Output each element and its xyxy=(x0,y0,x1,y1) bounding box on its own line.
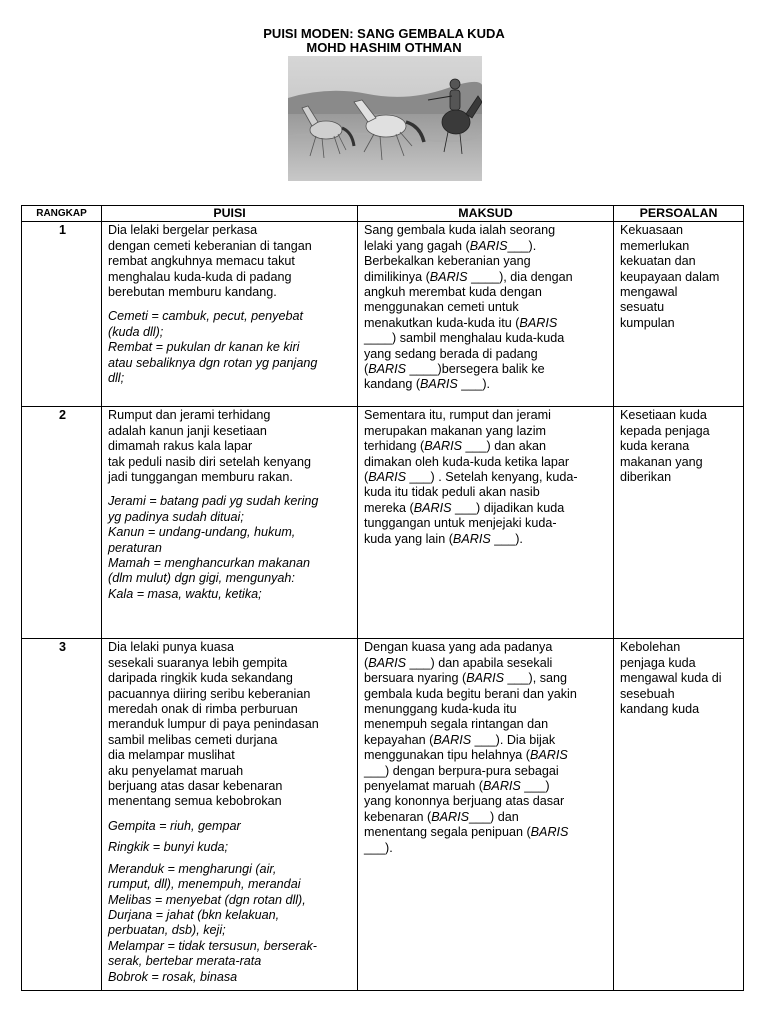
maksud-line: yang kononnya berjuang atas dasar xyxy=(364,794,565,809)
maksud-line: menunggang kuda-kuda itu xyxy=(364,702,517,717)
maksud-line: menempuh segala rintangan dan xyxy=(364,717,549,732)
document-title: PUISI MODEN: SANG GEMBALA KUDA xyxy=(263,26,505,41)
puisi-cell xyxy=(102,407,358,639)
puisi-cell xyxy=(102,639,358,991)
persoalan-line: kekuatan dan xyxy=(620,254,696,269)
persoalan-line: mengawal xyxy=(620,285,678,300)
maksud-line: kuda itu tidak peduli akan nasib xyxy=(364,485,540,500)
glossary-line: Melibas = menyebat (dgn rotan dll), xyxy=(108,892,306,907)
maksud-line: merupakan makanan yang lazim xyxy=(364,423,547,438)
maksud-line: mereka (BARIS ___) dijadikan kuda xyxy=(364,500,565,515)
puisi-line: Dia lelaki bergelar perkasa xyxy=(108,223,258,238)
persoalan-line: Kekuasaan xyxy=(620,223,684,238)
maksud-line: kuda yang lain (BARIS ___). xyxy=(364,531,523,546)
persoalan-line: kepada penjaga xyxy=(620,423,710,438)
maksud-line: (BARIS ____)bersegera balik ke xyxy=(364,362,545,377)
glossary-line: Meranduk = mengharungi (air, xyxy=(108,861,277,876)
maksud-line: gembala kuda begitu berani dan yakin xyxy=(364,686,577,701)
glossary-line: Bobrok = rosak, binasa xyxy=(108,969,238,984)
maksud-line: angkuh merembat kuda dengan xyxy=(364,285,542,300)
glossary-line: dll; xyxy=(108,371,125,386)
glossary-line: Jerami = batang padi yg sudah kering xyxy=(108,494,319,509)
maksud-line: tunggangan untuk menjejaki kuda- xyxy=(364,516,557,531)
table-header-row xyxy=(22,206,744,222)
maksud-line: menakutkan kuda-kuda itu (BARIS xyxy=(364,315,558,330)
puisi-line: dimamah rakus kala lapar xyxy=(108,439,253,454)
glossary-line: (dlm mulut) dgn gigi, mengunyah: xyxy=(108,571,295,586)
persoalan-line: sesebuah xyxy=(620,686,675,701)
maksud-line: lelaki yang gagah (BARIS___). xyxy=(364,238,537,253)
puisi-line: tak peduli nasib diri setelah kenyang xyxy=(108,454,312,469)
maksud-line: ____) sambil menghalau kuda-kuda xyxy=(364,331,565,346)
persoalan-cell xyxy=(614,639,744,991)
table-row xyxy=(22,407,744,639)
table-row xyxy=(22,222,744,407)
maksud-cell xyxy=(358,407,614,639)
persoalan-line: makanan yang xyxy=(620,454,703,469)
persoalan-line: kuda kerana xyxy=(620,439,690,454)
persoalan-line: kumpulan xyxy=(620,315,675,330)
glossary-line: Kala = masa, waktu, ketika; xyxy=(108,586,262,601)
puisi-line: meredah onak di rimba perburuan xyxy=(108,702,298,717)
maksud-line: Dengan kuasa yang ada padanya xyxy=(364,640,553,655)
maksud-line: terhidang (BARIS ___) dan akan xyxy=(364,439,547,454)
puisi-line: rembat angkuhnya memacu takut xyxy=(108,254,295,269)
puisi-line: dia melampar muslihat xyxy=(108,748,235,763)
maksud-line: (BARIS ___) . Setelah kenyang, kuda- xyxy=(364,470,578,485)
puisi-line: berebutan memburu kandang. xyxy=(108,285,277,300)
persoalan-line: diberikan xyxy=(620,470,672,485)
table-row xyxy=(22,639,744,991)
maksud-line: penyelamat maruah (BARIS ___) xyxy=(364,779,550,794)
puisi-line: berjuang atas dasar kebenaran xyxy=(108,779,283,794)
header-maksud: MAKSUD xyxy=(358,206,614,222)
persoalan-line: Kesetiaan kuda xyxy=(620,408,707,423)
persoalan-line: sesuatu xyxy=(620,300,665,315)
glossary-line: Cemeti = cambuk, pecut, penyebat xyxy=(108,309,303,324)
document-author: MOHD HASHIM OTHMAN xyxy=(306,40,462,55)
maksud-line: dimakan oleh kuda-kuda ketika lapar xyxy=(364,454,570,469)
maksud-line: kebenaran (BARIS___) dan xyxy=(364,809,519,824)
puisi-cell xyxy=(102,222,358,407)
puisi-line: menentang semua kebobrokan xyxy=(108,794,282,809)
rangkap-number: 1 xyxy=(22,222,102,407)
glossary-line: perbuatan, dsb), keji; xyxy=(108,923,226,938)
puisi-line: dengan cemeti keberanian di tangan xyxy=(108,238,312,253)
maksud-line: menggunakan tipu helahnya (BARIS xyxy=(364,748,568,763)
maksud-line: kepayahan (BARIS ___). Dia bijak xyxy=(364,732,556,747)
persoalan-line: keupayaan dalam xyxy=(620,269,720,284)
glossary-line: Kanun = undang-undang, hukum, xyxy=(108,525,296,540)
persoalan-line: Kebolehan xyxy=(620,640,681,655)
maksud-line: (BARIS ___) dan apabila sesekali xyxy=(364,655,553,670)
header-puisi: PUISI xyxy=(102,206,358,222)
header-persoalan: PERSOALAN xyxy=(614,206,744,222)
puisi-line: daripada ringkik kuda sekandang xyxy=(108,671,293,686)
poem-analysis-table xyxy=(21,205,744,991)
maksud-line: dimilikinya (BARIS ____), dia dengan xyxy=(364,269,573,284)
persoalan-cell xyxy=(614,222,744,407)
glossary-line: (kuda dll); xyxy=(108,324,164,339)
glossary-line: Melampar = tidak tersusun, berserak- xyxy=(108,938,317,953)
puisi-line: meranduk lumpur di paya penindasan xyxy=(108,717,319,732)
puisi-line: jadi tunggangan memburu rakan. xyxy=(108,470,293,485)
horse-herding-photo xyxy=(288,56,482,181)
rangkap-number: 3 xyxy=(22,639,102,991)
maksud-line: ___) dengan berpura-pura sebagai xyxy=(364,763,559,778)
puisi-line: pacuannya diiring seribu keberanian xyxy=(108,686,311,701)
glossary-line: rumput, dll), menempuh, merandai xyxy=(108,877,301,892)
maksud-line: ___). xyxy=(364,840,393,855)
glossary-line: Gempita = riuh, gempar xyxy=(108,818,241,833)
glossary-line: Ringkik = bunyi kuda; xyxy=(108,840,229,855)
maksud-line: Berbekalkan keberanian yang xyxy=(364,254,531,269)
maksud-line: menentang segala penipuan (BARIS xyxy=(364,825,569,840)
persoalan-line: penjaga kuda xyxy=(620,655,696,670)
puisi-line: menghalau kuda-kuda di padang xyxy=(108,269,292,284)
puisi-line: sambil melibas cemeti durjana xyxy=(108,732,278,747)
glossary-line: atau sebaliknya dgn rotan yg panjang xyxy=(108,355,318,370)
glossary-line: Durjana = jahat (bkn kelakuan, xyxy=(108,907,280,922)
glossary-line: serak, bertebar merata-rata xyxy=(108,954,262,969)
maksud-line: yang sedang berada di padang xyxy=(364,346,538,361)
maksud-line: bersuara nyaring (BARIS ___), sang xyxy=(364,671,568,686)
persoalan-line: mengawal kuda di xyxy=(620,671,722,686)
header-rangkap: RANGKAP xyxy=(22,206,102,222)
maksud-cell xyxy=(358,639,614,991)
persoalan-cell xyxy=(614,407,744,639)
glossary-line: Mamah = menghancurkan makanan xyxy=(108,556,310,571)
maksud-line: kandang (BARIS ___). xyxy=(364,377,491,392)
puisi-line: sesekali suaranya lebih gempita xyxy=(108,655,288,670)
maksud-line: Sang gembala kuda ialah seorang xyxy=(364,223,556,238)
glossary-line: Rembat = pukulan dr kanan ke kiri xyxy=(108,340,300,355)
puisi-line: aku penyelamat maruah xyxy=(108,763,244,778)
persoalan-line: memerlukan xyxy=(620,238,690,253)
maksud-line: Sementara itu, rumput dan jerami xyxy=(364,408,551,423)
rangkap-number: 2 xyxy=(22,407,102,639)
puisi-line: Rumput dan jerami terhidang xyxy=(108,408,271,423)
maksud-cell xyxy=(358,222,614,407)
puisi-line: adalah kanun janji kesetiaan xyxy=(108,423,267,438)
maksud-line: menggunakan cemeti untuk xyxy=(364,300,519,315)
glossary-line: yg padinya sudah dituai; xyxy=(108,509,244,524)
glossary-line: peraturan xyxy=(108,540,162,555)
persoalan-line: kandang kuda xyxy=(620,702,700,717)
puisi-line: Dia lelaki punya kuasa xyxy=(108,640,235,655)
